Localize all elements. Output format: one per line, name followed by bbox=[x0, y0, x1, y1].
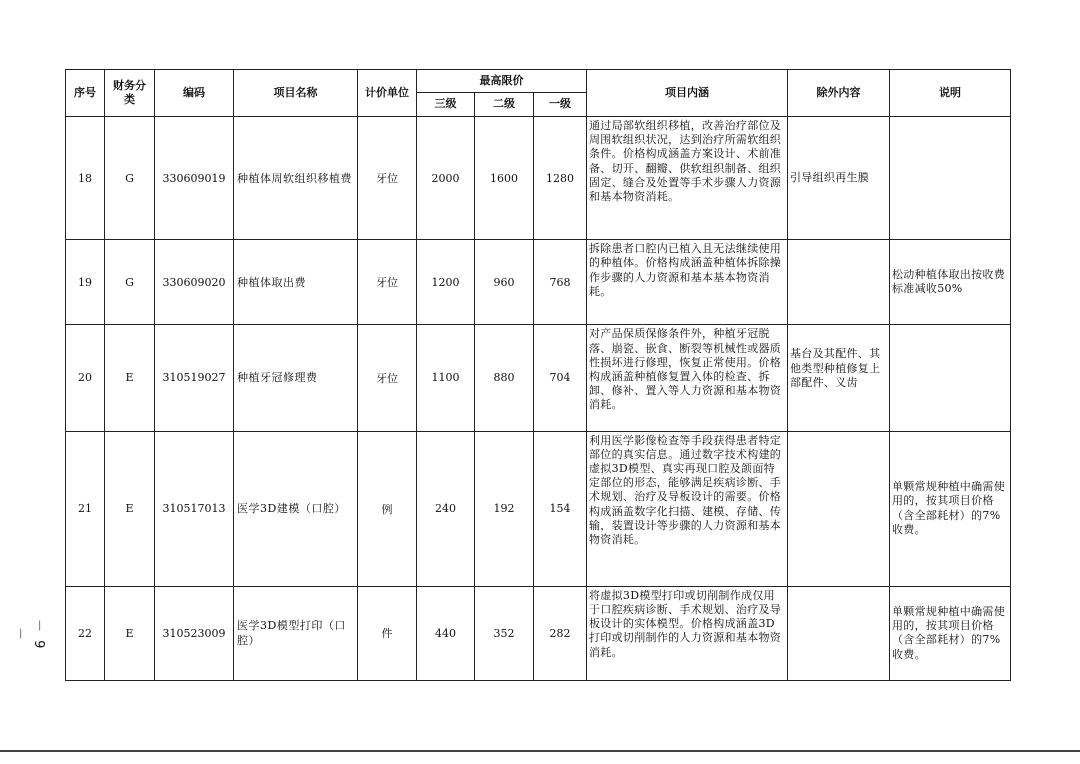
cell-note: 松动种植体取出按收费标准减收50% bbox=[890, 240, 1011, 325]
page-number: － 9 － bbox=[12, 619, 46, 651]
cell-unit: 牙位 bbox=[358, 325, 417, 431]
cell-category: G bbox=[105, 117, 155, 240]
cell-level2: 880 bbox=[475, 325, 534, 431]
cell-excluded bbox=[788, 586, 890, 680]
cell-level3: 1100 bbox=[417, 325, 475, 431]
cell-code: 310519027 bbox=[155, 325, 234, 431]
cell-index: 22 bbox=[66, 586, 105, 680]
header-code: 编码 bbox=[155, 70, 234, 117]
header-excluded: 除外内容 bbox=[788, 70, 890, 117]
cell-content: 通过局部软组织移植，改善治疗部位及周围软组织状况，达到治疗所需软组织条件。价格构成涵盖方案设计、术前准备、切开、翻瓣、供软组织制备、组织固定、缝合及处置等手术步骤人力资源和基本物资消耗。 bbox=[587, 117, 788, 240]
header-unit: 计价单位 bbox=[358, 70, 417, 117]
header-max-price: 最高限价 bbox=[417, 70, 587, 93]
cell-note: 单颗常规种植中确需使用的，按其项目价格（含全部耗材）的7%收费。 bbox=[890, 431, 1011, 586]
header-note: 说明 bbox=[890, 70, 1011, 117]
cell-excluded: 引导组织再生膜 bbox=[788, 117, 890, 240]
cell-code: 330609020 bbox=[155, 240, 234, 325]
cell-code: 330609019 bbox=[155, 117, 234, 240]
cell-name: 种植牙冠修理费 bbox=[234, 325, 358, 431]
cell-index: 19 bbox=[66, 240, 105, 325]
cell-name: 医学3D模型打印（口腔） bbox=[234, 586, 358, 680]
cell-code: 310517013 bbox=[155, 431, 234, 586]
header-level1: 一级 bbox=[534, 93, 587, 117]
cell-index: 21 bbox=[66, 431, 105, 586]
cell-content: 将虚拟3D模型打印或切削制作成仅用于口腔疾病诊断、手术规划、治疗及导板设计的实体模型。价格构成涵盖3D打印或切削制作的人力资源和基本物资消耗。 bbox=[587, 586, 788, 680]
cell-level1: 704 bbox=[534, 325, 587, 431]
header-level3: 三级 bbox=[417, 93, 475, 117]
table-row bbox=[66, 240, 1011, 325]
cell-note bbox=[890, 117, 1011, 240]
table-row bbox=[66, 117, 1011, 240]
cell-level2: 352 bbox=[475, 586, 534, 680]
cell-level1: 154 bbox=[534, 431, 587, 586]
cell-code: 310523009 bbox=[155, 586, 234, 680]
cell-level3: 440 bbox=[417, 586, 475, 680]
table-row bbox=[66, 325, 1011, 431]
cell-level2: 1600 bbox=[475, 117, 534, 240]
cell-note: 单颗常规种植中确需使用的，按其项目价格（含全部耗材）的7%收费。 bbox=[890, 586, 1011, 680]
cell-excluded bbox=[788, 240, 890, 325]
cell-content: 利用医学影像检查等手段获得患者特定部位的真实信息。通过数字技术构建的虚拟3D模型、真实再现口腔及颌面特定部位的形态，能够满足疾病诊断、手术规划、治疗及导板设计的需要。价格构成涵盖数字化扫描、建模、存储、传输，装置设计等步骤的人力资源和基本物资消耗。 bbox=[587, 431, 788, 586]
footer-divider bbox=[0, 750, 1080, 752]
cell-content: 对产品保质保修条件外，种植牙冠脱落、崩瓷、嵌食、断裂等机械性或器质性损坏进行修理，恢复正常使用。价格构成涵盖种植修复置入体的检查、拆卸、修补、置入等人力资源和基本物资消耗。 bbox=[587, 325, 788, 431]
cell-category: G bbox=[105, 240, 155, 325]
header-name: 项目名称 bbox=[234, 70, 358, 117]
header-index: 序号 bbox=[66, 70, 105, 117]
cell-name: 种植体取出费 bbox=[234, 240, 358, 325]
cell-level2: 960 bbox=[475, 240, 534, 325]
table-row bbox=[66, 431, 1011, 586]
cell-unit: 牙位 bbox=[358, 117, 417, 240]
header-category: 财务分类 bbox=[105, 70, 155, 117]
cell-category: E bbox=[105, 586, 155, 680]
cell-unit: 件 bbox=[358, 586, 417, 680]
cell-unit: 牙位 bbox=[358, 240, 417, 325]
cell-level1: 768 bbox=[534, 240, 587, 325]
cell-index: 18 bbox=[66, 117, 105, 240]
cell-excluded: 基台及其配件、其他类型种植修复上部配件、义齿 bbox=[788, 325, 890, 431]
table-row bbox=[66, 586, 1011, 680]
cell-category: E bbox=[105, 431, 155, 586]
cell-level3: 2000 bbox=[417, 117, 475, 240]
cell-level1: 282 bbox=[534, 586, 587, 680]
header-level2: 二级 bbox=[475, 93, 534, 117]
price-table bbox=[65, 69, 1011, 681]
cell-level1: 1280 bbox=[534, 117, 587, 240]
cell-excluded bbox=[788, 431, 890, 586]
header-content: 项目内涵 bbox=[587, 70, 788, 117]
cell-level3: 1200 bbox=[417, 240, 475, 325]
cell-level3: 240 bbox=[417, 431, 475, 586]
cell-unit: 例 bbox=[358, 431, 417, 586]
cell-note bbox=[890, 325, 1011, 431]
cell-content: 拆除患者口腔内已植入且无法继续使用的种植体。价格构成涵盖种植体拆除操作步骤的人力资源和基本基本物资消耗。 bbox=[587, 240, 788, 325]
cell-name: 医学3D建模（口腔） bbox=[234, 431, 358, 586]
cell-category: E bbox=[105, 325, 155, 431]
cell-name: 种植体周软组织移植费 bbox=[234, 117, 358, 240]
cell-level2: 192 bbox=[475, 431, 534, 586]
cell-index: 20 bbox=[66, 325, 105, 431]
